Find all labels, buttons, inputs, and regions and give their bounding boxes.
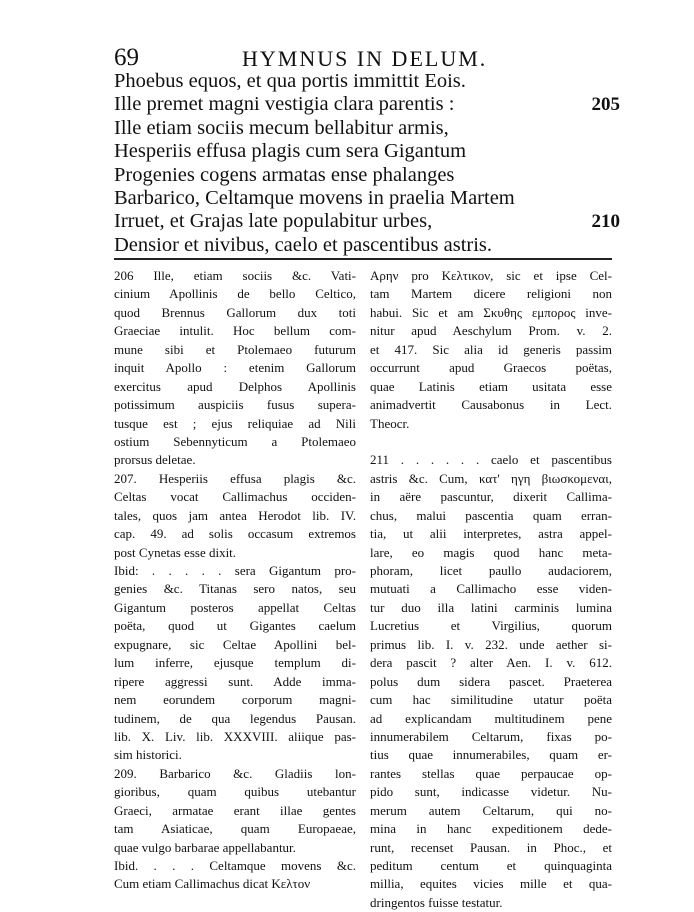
note-line-left: prorsus deletae. — [114, 452, 196, 468]
note-line-right: rantes stellas quae perpaucae op- — [370, 765, 612, 781]
note-line-left: Graeci, armatae erant illae gentes — [114, 802, 356, 818]
note-line-left: genies &c. Titanas sero natos, seu — [114, 581, 356, 597]
notes-column-left — [114, 267, 356, 894]
verse-line — [114, 187, 614, 210]
verse-text: Barbarico, Celtamque movens in praelia Martem — [114, 186, 515, 209]
note-line-right: Lucretius et Virgilius, quorum — [370, 618, 612, 634]
note-line-left: 209. Barbarico &c. Gladiis lon- — [114, 765, 356, 781]
note-line-left: poëta, quod ut Gigantes caelum — [114, 618, 356, 634]
note-line-right: tia, ut alii interpretes, astra appel- — [370, 526, 612, 542]
verse-text: Ille etiam sociis mecum bellabitur armis, — [114, 116, 449, 139]
page-header — [114, 44, 584, 72]
note-line-left: gioribus, quam quibus utebantur — [114, 784, 356, 800]
verse-text: Hesperiis effusa plagis cum sera Gigantum — [114, 140, 467, 163]
verse-line — [114, 117, 614, 140]
note-line-right: occurrunt apud Graecos poëtas, — [370, 360, 612, 376]
note-line-right: nitur apud Aeschylum Prom. v. 2. — [370, 323, 612, 339]
note-line-right: dringentos fuisse testatur. — [370, 894, 503, 910]
note-line-left: tales, quos jam antea Herodot lib. IV. — [114, 507, 356, 523]
note-line-left: Celtas vocat Callimachus occiden- — [114, 489, 356, 505]
note-line-right: merum autem Celtarum, qui no- — [370, 802, 612, 818]
note-line-left: tam Asiaticae, quam Europaeae, — [114, 821, 356, 837]
verse-line — [114, 164, 614, 187]
note-line-right: tur duo illa latini carminis lumina — [370, 599, 612, 615]
note-line-right: mina in hanc expeditionem dede- — [370, 821, 612, 837]
note-line-right: quae Latinis etiam usitata esse — [370, 378, 612, 394]
note-line-right: polus dum sidera pascet. Praeterea — [370, 673, 612, 689]
note-line-left: ripere aggressi sunt. Adde imma- — [114, 673, 356, 689]
note-line-right: lare, eo magis quod hanc meta- — [370, 544, 612, 560]
verse-text: Progenies cogens armatas ense phalanges — [114, 163, 455, 186]
note-line-left: tudinem, de qua legendus Pausan. — [114, 710, 356, 726]
verse-line — [114, 93, 620, 116]
note-line-right: Theocr. — [370, 415, 410, 431]
note-line-right: primus lib. I. v. 232. unde aether si- — [370, 636, 612, 652]
note-line-right: tam Martem dicere religioni non — [370, 286, 612, 302]
note-line-left: post Cynetas esse dixit. — [114, 544, 237, 560]
separator-rule — [114, 258, 612, 260]
note-line-right: et 417. Sic alia id generis passim — [370, 341, 612, 357]
running-title: HYMNUS IN DELUM. — [242, 46, 488, 71]
notes-column-right — [370, 267, 612, 912]
verse-text: Densior et nivibus, caelo et pascentibus astris. — [114, 233, 493, 256]
note-line-left: Graeciae intulit. Hoc bellum com- — [114, 323, 356, 339]
note-line-right: millia, equites vicies mille et qua- — [370, 876, 612, 892]
latin-verses — [114, 70, 620, 257]
note-line-right: innumerabilem Celtarum, fixas po- — [370, 728, 612, 744]
note-line-right: cum hac similitudine utatur poëta — [370, 692, 612, 708]
note-line-right: phoram, licet paullo audaciorem, — [370, 563, 612, 578]
note-line-left: expugnare, sic Celtae Apollini bel- — [114, 636, 356, 652]
note-line-right: in aëre pascuntur, dixerit Callima- — [370, 489, 612, 505]
note-line-right: Αρην pro Κελτικον, sic et ipse Cel- — [370, 268, 612, 283]
verse-number: 205 — [591, 94, 620, 116]
note-line-right: habui. Sic et am Σκυθης εμπορος inve- — [370, 304, 612, 320]
note-line-right: 211 . . . . . . caelo et pascentibus — [370, 452, 612, 468]
note-line-right: dera pascit ? alter Aen. I. v. 612. — [370, 655, 612, 671]
note-line-left: 206 Ille, etiam sociis &c. Vati- — [114, 268, 356, 283]
note-line-left: Gigantum posteros appellat Celtas — [114, 599, 356, 615]
note-line-left: cap. 49. ad solis occasum extremos — [114, 526, 356, 542]
note-line-right: tius quae innumerabiles, quam er- — [370, 747, 612, 763]
note-line-left: sim historici. — [114, 747, 182, 763]
note-line-right: runt, recenset Pausan. in Phoc., et — [370, 839, 612, 855]
note-line-left: tusque est ; ejus reliquiae ad Nili — [114, 415, 356, 431]
note-line-right: mutuati a Callimacho esse viden- — [370, 581, 612, 597]
note-line-right: animadvertit Causabonus in Lect. — [370, 397, 612, 413]
note-line-right: astris &c. Cum, κατ' ηγη βιωσκομεναι, — [370, 470, 612, 486]
verse-text: Ille premet magni vestigia clara parentis : — [114, 93, 455, 116]
note-line-left: quae vulgo barbarae appellabantur. — [114, 839, 296, 855]
verse-text: Phoebus equos, et qua portis immittit Eois. — [114, 70, 466, 92]
note-line-left: inquit Apollo : etenim Gallorum — [114, 360, 356, 376]
note-line-left: quod Brennus Gallorum dux toti — [114, 304, 356, 320]
note-line-right — [370, 433, 612, 451]
note-line-left: ostium Sebennyticum a Ptolemaeo — [114, 433, 356, 449]
note-line-right: chus, malui pascentia quam erran- — [370, 507, 612, 523]
note-line-left: lum inferre, ejusque templum di- — [114, 655, 356, 671]
note-line-right: peditum centum et quinquaginta — [370, 858, 612, 873]
note-line-left: 207. Hesperiis effusa plagis &c. — [114, 470, 356, 486]
note-line-left: lib. X. Liv. lib. XXXVIII. aliique pas- — [114, 728, 356, 744]
verse-line — [114, 140, 614, 163]
note-line-left: cinium Apollinis de bello Celtico, — [114, 286, 356, 302]
verse-line — [114, 234, 614, 257]
note-line-left: exercitus apud Delphos Apollinis — [114, 378, 356, 394]
note-line-right: pido sunt, indicasse videtur. Nu- — [370, 784, 612, 800]
verse-line — [114, 210, 620, 233]
note-line-left: mune sibi et Ptolemaeo futurum — [114, 341, 356, 357]
note-line-left: Ibid. . . . Celtamque movens &c. — [114, 858, 356, 873]
verse-line — [114, 70, 614, 93]
verse-number: 210 — [591, 211, 620, 233]
note-line-left: nem eorundem corporum magni- — [114, 692, 356, 708]
verse-text: Irruet, et Grajas late populabitur urbes, — [114, 210, 433, 233]
page-number: 69 — [114, 44, 139, 71]
note-line-right: ad explicandam multitudinem pene — [370, 710, 612, 726]
note-line-left: Ibid: . . . . . sera Gigantum pro- — [114, 563, 356, 578]
note-line-left: Cum etiam Callimachus dicat Κελτον — [114, 876, 311, 892]
note-line-left: potissimum auspiciis fusus supera- — [114, 397, 356, 413]
